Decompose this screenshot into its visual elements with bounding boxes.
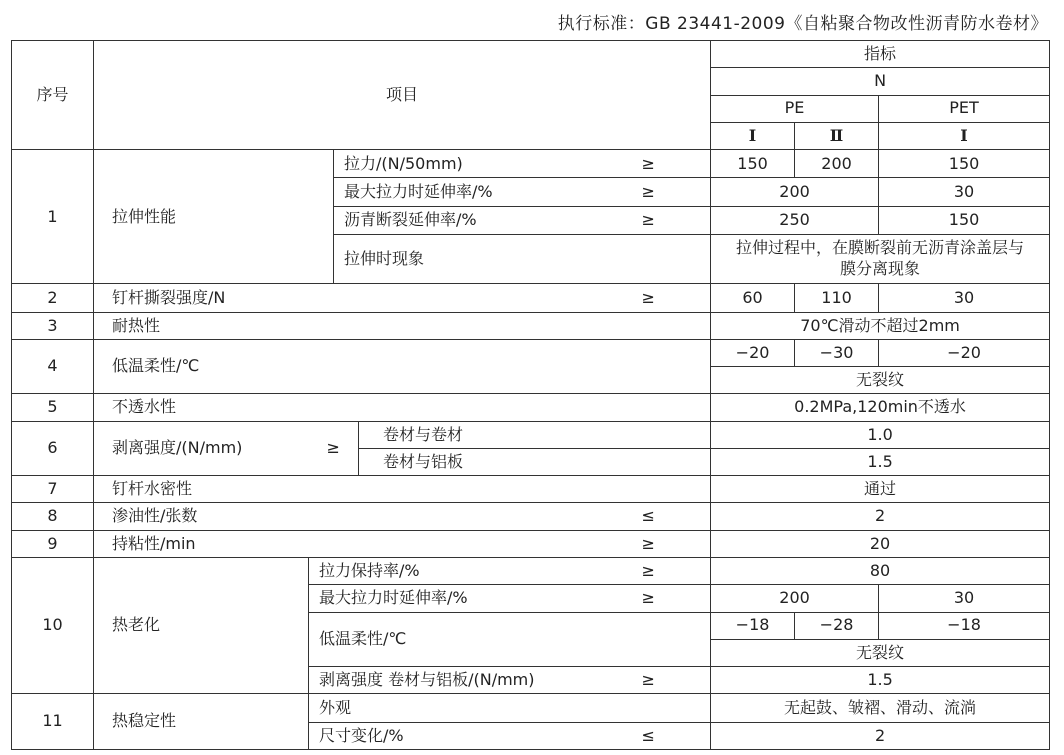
header-grade-2: Ⅱ [795, 122, 879, 149]
row-value: 70℃滑动不超过2mm [711, 312, 1050, 339]
table-row [12, 394, 1050, 421]
row-sub-label: 拉力保持率/% [309, 558, 614, 585]
table-row [12, 284, 1050, 312]
row-value: −28 [795, 612, 879, 639]
header-grade-1: Ⅰ [711, 122, 795, 149]
header-pet: PET [879, 95, 1050, 122]
table-row [12, 503, 1050, 530]
row-sub-label: 低温柔性/℃ [309, 612, 711, 667]
header-item: 项目 [94, 41, 711, 150]
row-sub-label: 卷材与卷材 [359, 421, 711, 448]
row-value: −20 [879, 339, 1050, 366]
row-value: 无起鼓、皱褶、滑动、流淌 [711, 694, 1050, 722]
row-symbol: ≥ [614, 667, 711, 694]
row-value: 150 [879, 206, 1050, 234]
row-symbol: ≤ [614, 503, 711, 530]
row-seq: 11 [12, 694, 94, 750]
row-value: 30 [879, 178, 1050, 206]
row-name: 钉杆水密性 [94, 476, 711, 503]
table-row [12, 694, 1050, 722]
row-value: −20 [711, 339, 795, 366]
row-value: 30 [879, 284, 1050, 312]
row-value: −30 [795, 339, 879, 366]
row-value: 80 [711, 558, 1050, 585]
standard-title: 执行标准：GB 23441-2009《自粘聚合物改性沥青防水卷材》 [557, 14, 1048, 34]
table-row [12, 339, 1050, 366]
row-symbol: ≥ [614, 206, 711, 234]
table-row [12, 558, 1050, 585]
header-indicator: 指标 [711, 41, 1050, 68]
row-sub-label: 最大拉力时延伸率/% [334, 178, 614, 206]
row-value: 无裂纹 [711, 639, 1050, 666]
row-seq: 5 [12, 394, 94, 421]
row-value: 30 [879, 585, 1050, 612]
row-sub-label: 尺寸变化/% [309, 722, 614, 749]
row-name: 钉杆撕裂强度/N [94, 284, 614, 312]
row-value: 110 [795, 284, 879, 312]
row-value: 200 [711, 178, 879, 206]
row-sub-label: 卷材与铝板 [359, 448, 711, 475]
row-value: −18 [879, 612, 1050, 639]
row-seq: 1 [12, 150, 94, 284]
row-value: 通过 [711, 476, 1050, 503]
row-seq: 4 [12, 339, 94, 394]
spec-table [11, 40, 1050, 750]
row-value: 250 [711, 206, 879, 234]
row-name: 持粘性/min [94, 530, 614, 557]
row-name: 耐热性 [94, 312, 711, 339]
row-value: 150 [711, 150, 795, 178]
header-row [12, 41, 1050, 68]
row-value: 1.5 [711, 667, 1050, 694]
row-value: 60 [711, 284, 795, 312]
row-symbol: ≥ [614, 530, 711, 557]
row-value: 无裂纹 [711, 367, 1050, 394]
row-symbol: ≥ [614, 585, 711, 612]
row-seq: 6 [12, 421, 94, 476]
row-sub-label: 剥离强度 卷材与铝板/(N/mm) [309, 667, 614, 694]
row-symbol: ≥ [309, 421, 359, 476]
row-value: 0.2MPa,120min不透水 [711, 394, 1050, 421]
table-row [12, 476, 1050, 503]
header-grade-3: Ⅰ [879, 122, 1050, 149]
row-value: −18 [711, 612, 795, 639]
row-value: 200 [795, 150, 879, 178]
row-sub-label: 拉伸时现象 [334, 234, 711, 283]
header-pe: PE [711, 95, 879, 122]
row-name: 不透水性 [94, 394, 711, 421]
row-value: 2 [711, 503, 1050, 530]
table-row [12, 150, 1050, 178]
row-sub-label: 外观 [309, 694, 711, 722]
row-seq: 7 [12, 476, 94, 503]
row-name: 剥离强度/(N/mm) [94, 421, 309, 476]
row-seq: 9 [12, 530, 94, 557]
table-row [12, 530, 1050, 557]
row-symbol: ≥ [614, 558, 711, 585]
row-seq: 8 [12, 503, 94, 530]
row-seq: 2 [12, 284, 94, 312]
row-sub-label: 沥青断裂延伸率/% [334, 206, 614, 234]
row-name: 低温柔性/℃ [94, 339, 711, 394]
row-name: 热稳定性 [94, 694, 309, 750]
row-value: 拉伸过程中，在膜断裂前无沥青涂盖层与膜分离现象 [711, 234, 1050, 283]
row-symbol: ≥ [614, 284, 711, 312]
row-sub-label: 最大拉力时延伸率/% [309, 585, 614, 612]
row-value: 200 [711, 585, 879, 612]
row-seq: 3 [12, 312, 94, 339]
header-seq: 序号 [12, 41, 94, 150]
row-value: 2 [711, 722, 1050, 749]
row-name: 渗油性/张数 [94, 503, 614, 530]
row-value: 1.5 [711, 448, 1050, 475]
row-value: 20 [711, 530, 1050, 557]
table-row [12, 312, 1050, 339]
row-value: 150 [879, 150, 1050, 178]
row-symbol: ≥ [614, 178, 711, 206]
row-name: 拉伸性能 [94, 150, 334, 284]
row-sub-label: 拉力/(N/50mm) [334, 150, 614, 178]
header-n: N [711, 68, 1050, 95]
row-seq: 10 [12, 558, 94, 694]
row-symbol: ≥ [614, 150, 711, 178]
row-value: 1.0 [711, 421, 1050, 448]
table-row [12, 421, 1050, 448]
row-symbol: ≤ [614, 722, 711, 749]
row-name: 热老化 [94, 558, 309, 694]
